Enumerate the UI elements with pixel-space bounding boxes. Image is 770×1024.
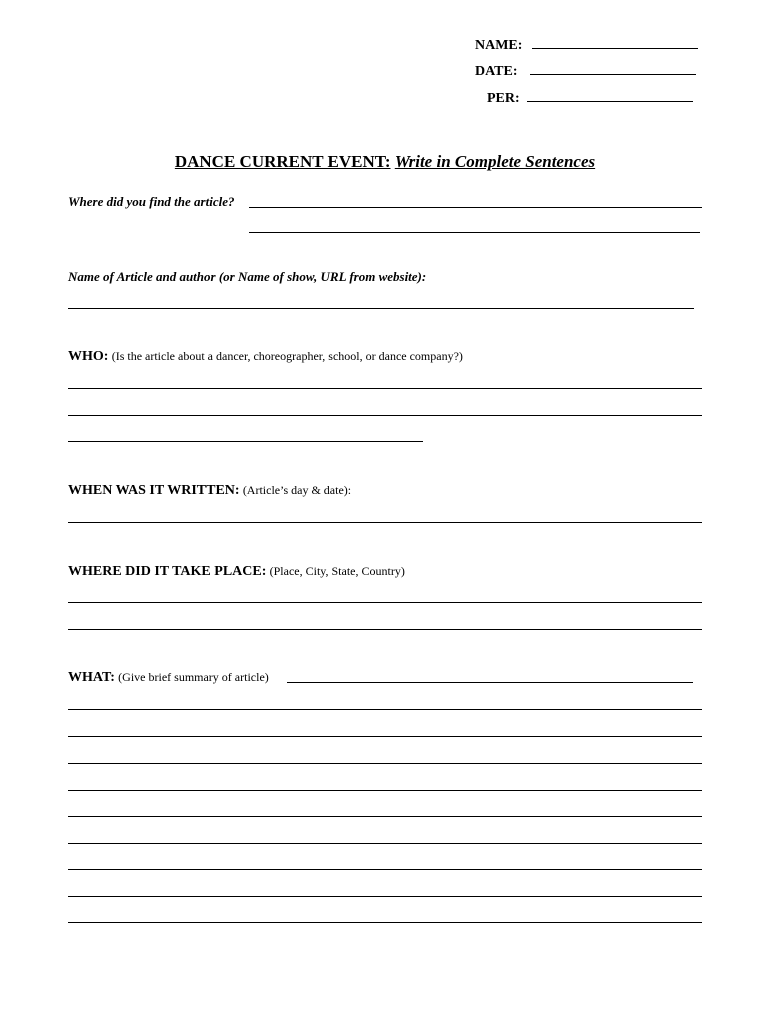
where-question <box>68 563 405 580</box>
what-answer-line-8[interactable] <box>68 896 702 897</box>
article-name-answer-line[interactable] <box>68 308 694 309</box>
when-answer-line[interactable] <box>68 522 702 523</box>
date-label: DATE: <box>475 64 518 79</box>
per-label: PER: <box>487 91 520 106</box>
where-answer-line-2[interactable] <box>68 629 702 630</box>
title-subtitle: Write in Complete Sentences <box>394 152 596 171</box>
per-field-row <box>487 89 693 107</box>
who-answer-line-2[interactable] <box>68 415 702 416</box>
what-label: WHAT: <box>68 670 115 685</box>
who-question <box>68 348 463 365</box>
date-field-row <box>475 62 696 80</box>
title-main: DANCE CURRENT EVENT: <box>174 152 391 171</box>
what-answer-line-1[interactable] <box>68 709 702 710</box>
page-title <box>0 152 770 172</box>
where-answer-line-1[interactable] <box>68 602 702 603</box>
name-field-row <box>475 36 698 54</box>
article-name-question: Name of Article and author (or Name of show, URL from website): <box>68 269 427 284</box>
what-answer-line-2[interactable] <box>68 736 702 737</box>
where-label: WHERE DID IT TAKE PLACE: <box>68 564 267 579</box>
what-answer-line-inline[interactable] <box>287 682 693 683</box>
when-hint: (Article’s day & date): <box>242 483 352 497</box>
who-hint: (Is the article about a dancer, choreographer, school, or dance company?) <box>111 349 463 363</box>
name-label: NAME: <box>475 38 523 53</box>
name-blank[interactable] <box>532 36 698 49</box>
what-answer-line-6[interactable] <box>68 843 702 844</box>
where-hint: (Place, City, State, Country) <box>269 564 405 578</box>
per-blank[interactable] <box>527 89 693 102</box>
who-label: WHO: <box>68 349 109 364</box>
where-found-answer-line-2[interactable] <box>249 232 700 233</box>
when-question <box>68 482 351 499</box>
what-answer-line-9[interactable] <box>68 922 702 923</box>
where-found-question: Where did you find the article? <box>68 194 235 209</box>
what-answer-line-3[interactable] <box>68 763 702 764</box>
what-answer-line-4[interactable] <box>68 790 702 791</box>
what-hint: (Give brief summary of article) <box>118 670 269 684</box>
what-answer-line-7[interactable] <box>68 869 702 870</box>
what-answer-line-5[interactable] <box>68 816 702 817</box>
who-answer-line-3[interactable] <box>68 441 423 442</box>
where-found-answer-line-1[interactable] <box>249 207 702 208</box>
date-blank[interactable] <box>530 62 696 75</box>
who-answer-line-1[interactable] <box>68 388 702 389</box>
when-label: WHEN WAS IT WRITTEN: <box>68 483 240 498</box>
what-question <box>68 669 269 686</box>
